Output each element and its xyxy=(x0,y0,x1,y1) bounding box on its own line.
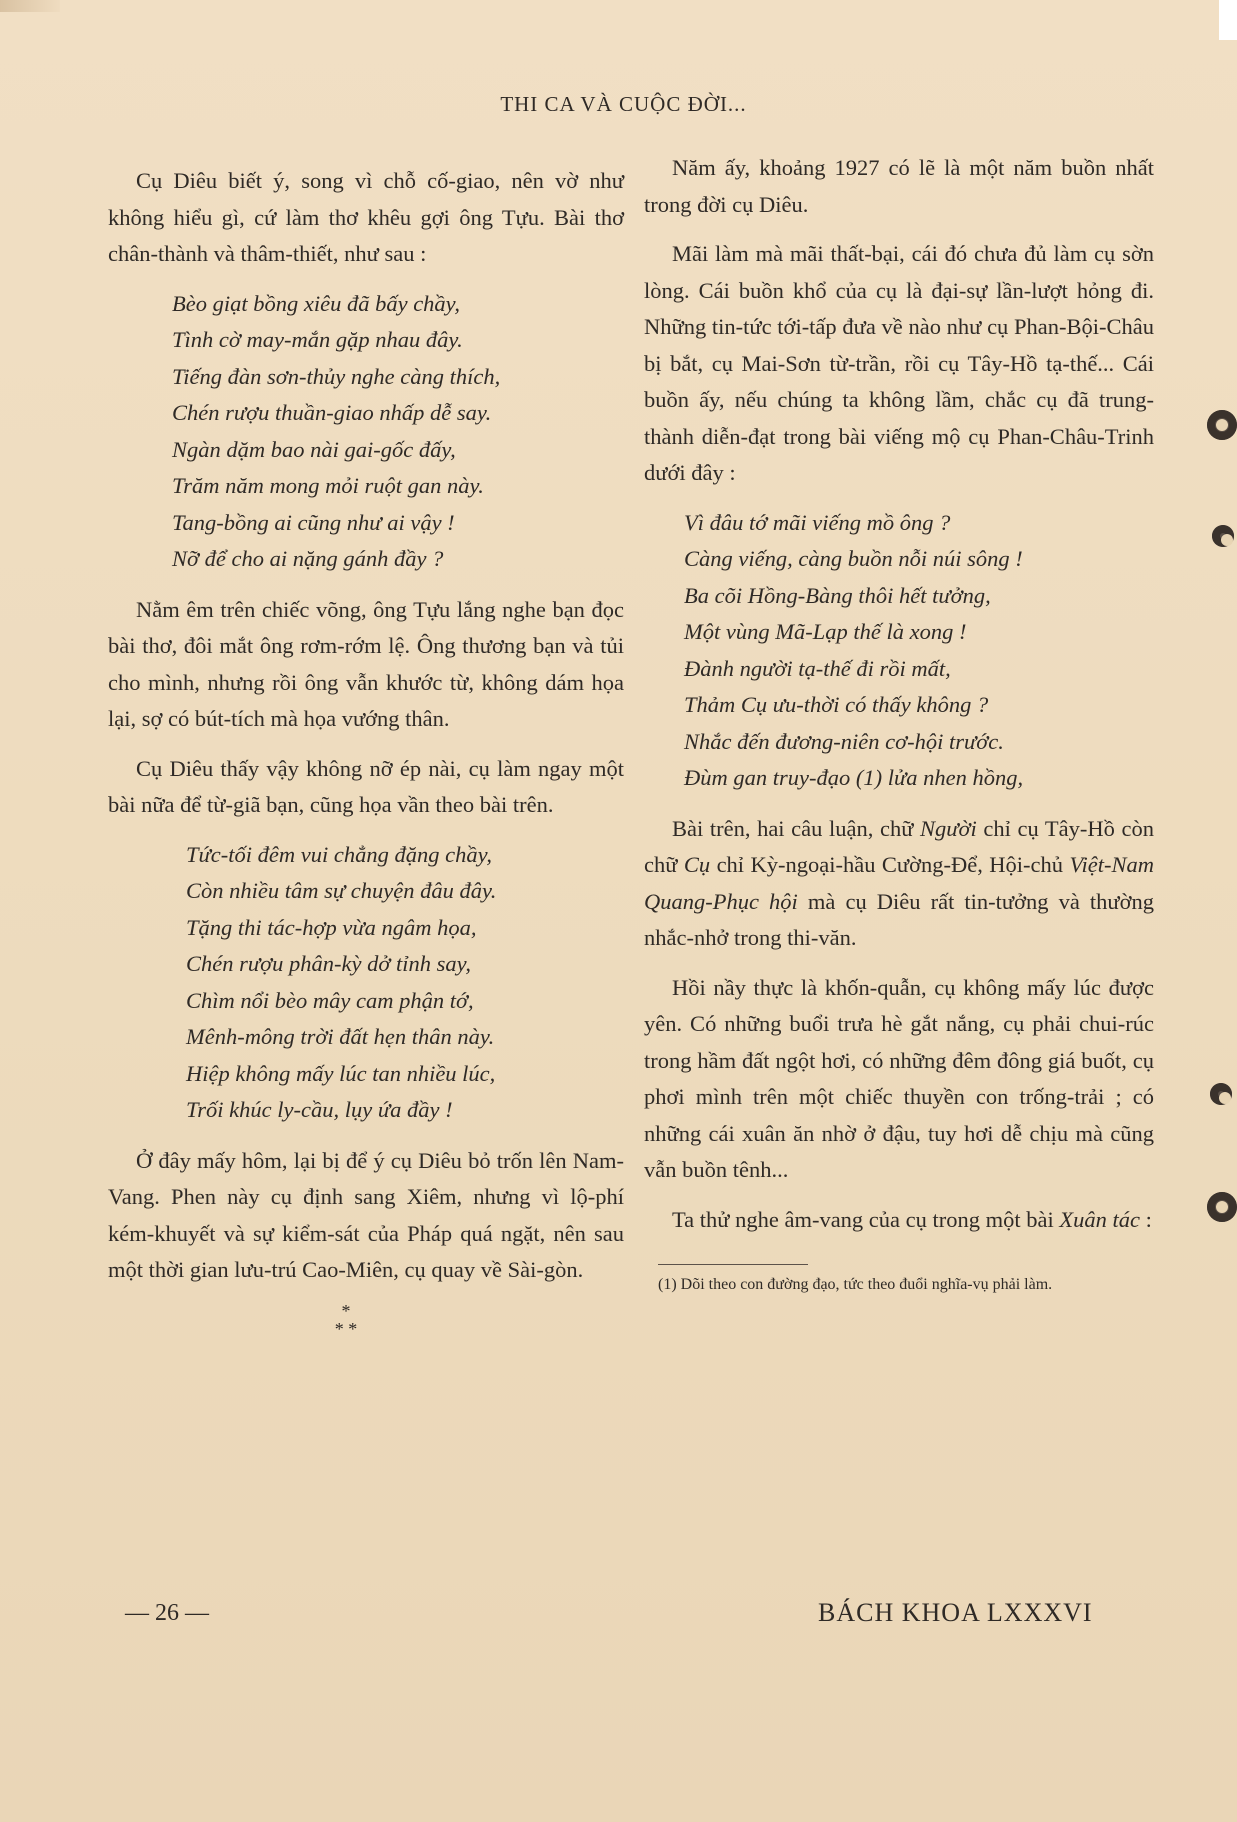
poem-1-line: Trăm năm mong mỏi ruột gan này. xyxy=(172,473,484,498)
right-paragraph-5 xyxy=(644,1202,1154,1239)
emphasis-nguoi: Người xyxy=(920,815,977,841)
page-number: — 26 — xyxy=(125,1600,209,1626)
text-run: chỉ cụ Tây-Hồ còn chữ xyxy=(644,815,1154,877)
poem-1 xyxy=(108,286,624,578)
poem-2-line: Chén rượu phân-kỳ dở tỉnh say, xyxy=(186,951,472,976)
poem-2 xyxy=(108,837,624,1129)
page-corner-torn xyxy=(1219,0,1237,40)
text-run: Ta thử nghe âm-vang của cụ trong một bài xyxy=(672,1206,1060,1232)
poem-2-line: Trối khúc ly-cầu, lụy ứa đầy ! xyxy=(186,1097,453,1122)
text-run: mà cụ Diêu rất tin-tưởng và thường nhắc-nhở trong thi-văn. xyxy=(644,888,1154,950)
poem-3 xyxy=(644,505,1154,797)
emphasis-org-name: Việt-Nam Quang-Phục hội xyxy=(644,852,1154,914)
poem-2-line: Còn nhiều tâm sự chuyện đâu đây. xyxy=(186,878,497,903)
separator-stars-bottom: * * xyxy=(334,1318,358,1339)
page-corner-shadow xyxy=(0,0,60,12)
text-run: chỉ Kỳ-ngoại-hầu Cường-Để, Hội-chủ xyxy=(710,852,1070,877)
emphasis-poem-title: Xuân tác xyxy=(1059,1206,1140,1232)
poem-1-line: Bèo giạt bồng xiêu đã bấy chầy, xyxy=(172,290,461,316)
poem-1-line: Chén rượu thuần-giao nhấp dễ say. xyxy=(172,400,492,425)
emphasis-cu: Cụ xyxy=(683,852,711,877)
binding-ring-icon xyxy=(1207,1192,1237,1222)
binding-ring-icon xyxy=(1212,525,1234,547)
right-paragraph-2: Mãi làm mà mãi thất-bại, cái đó chưa đủ làm cụ sờn lòng. Cái buồn khổ của cụ là đại-sự lần-lượt hỏng đi. Những tin-tức tới-tấp đưa về nào như cụ Phan-Bội-Châu bị bắt, cụ Mai-Sơn từ-trần, rồi cụ Tây-Hồ tạ-thế... Cái buồn ấy, nếu chúng ta không lầm, chắc cụ đã trung-thành diễn-đạt trong bài viếng mộ cụ Phan-Châu-Trinh dưới đây : xyxy=(644,241,1154,485)
poem-1-line: Ngàn dặm bao nài gai-gốc đấy, xyxy=(172,436,456,462)
running-title: THI CA VÀ CUỘC ĐỜI... xyxy=(500,92,747,116)
poem-2-line: Tức-tối đêm vui chẳng đặng chầy, xyxy=(186,841,492,867)
poem-3-line: Ba cõi Hồng-Bàng thôi hết tưởng, xyxy=(684,582,991,608)
poem-3-line: Đành người tạ-thế đi rồi mất, xyxy=(684,655,951,681)
footnote: (1) Dõi theo con đường đạo, tức theo đuổi nghĩa-vụ phải làm. xyxy=(658,1276,1053,1293)
separator-star-top: * xyxy=(341,1300,351,1321)
text-run: Bài trên, hai câu luận, chữ xyxy=(672,815,920,841)
right-paragraph-4: Hồi nầy thực là khốn-quẫn, cụ không mấy lúc được yên. Có những buổi trưa hè gắt nắng, cụ phải chui-rúc trong hầm đất ngột hơi, có những đêm đông giá buốt, cụ phơi mình trên một chiếc thuyền con trống-trải ; có những cái xuân ăn nhờ ở đậu, tuy hơi dễ chịu mà cũng vẫn buồn tênh... xyxy=(644,974,1154,1182)
section-separator xyxy=(108,1302,624,1338)
left-paragraph-2: Nằm êm trên chiếc võng, ông Tựu lắng nghe bạn đọc bài thơ, đôi mắt ông rơm-rớm lệ. Ông thương bạn và tủi cho mình, nhưng rồi ông vẫn khước từ, không dám họa lại, sợ có bút-tích mà họa vướng thân. xyxy=(108,596,624,731)
poem-3-line: Vì đâu tớ mãi viếng mồ ông ? xyxy=(684,509,951,535)
left-paragraph-1: Cụ Diêu biết ý, song vì chỗ cố-giao, nên vờ như không hiểu gì, cứ làm thơ khêu gợi ông Tựu. Bài thơ chân-thành và thâm-thiết, như sau : xyxy=(108,168,624,266)
poem-1-line: Tang-bồng ai cũng như ai vậy ! xyxy=(172,509,455,535)
binding-ring-icon xyxy=(1207,410,1237,440)
poem-3-line: Thảm Cụ ưu-thời có thấy không ? xyxy=(684,692,989,717)
right-paragraph-1: Năm ấy, khoảng 1927 có lẽ là một năm buồn nhất trong đời cụ Diêu. xyxy=(644,155,1154,217)
binding-ring-icon xyxy=(1210,1083,1232,1105)
poem-3-line: Một vùng Mã-Lạp thế là xong ! xyxy=(684,619,967,644)
poem-1-line: Tình cờ may-mắn gặp nhau đây. xyxy=(172,327,463,352)
text-run: : xyxy=(1140,1206,1152,1232)
footnote-rule xyxy=(658,1264,808,1265)
poem-3-line: Đùm gan truy-đạo (1) lửa nhen hồng, xyxy=(684,765,1024,790)
left-paragraph-3: Cụ Diêu thấy vậy không nỡ ép nài, cụ làm ngay một bài nữa để từ-giã bạn, cũng họa vần theo bài trên. xyxy=(108,755,624,817)
poem-2-line: Chìm nổi bèo mây cam phận tớ, xyxy=(186,987,474,1013)
right-column xyxy=(644,150,1154,1299)
poem-1-line: Nỡ để cho ai nặng gánh đầy ? xyxy=(172,546,444,571)
poem-1-line: Tiếng đàn sơn-thủy nghe càng thích, xyxy=(172,363,501,389)
poem-3-line: Càng viếng, càng buồn nỗi núi sông ! xyxy=(684,546,1023,571)
poem-3-line: Nhắc đến đương-niên cơ-hội trước. xyxy=(684,728,1004,754)
magazine-issue: BÁCH KHOA LXXXVI xyxy=(818,1598,1093,1627)
poem-2-line: Tặng thi tác-hợp vừa ngâm họa, xyxy=(186,914,477,940)
left-paragraph-4: Ở đây mấy hôm, lại bị để ý cụ Diêu bỏ trốn lên Nam-Vang. Phen này cụ định sang Xiêm, nhưng vì lộ-phí kém-khuyết và sự kiểm-sát của Pháp quá ngặt, nên sau một thời gian lưu-trú Cao-Miên, cụ quay về Sài-gòn. xyxy=(108,1147,624,1282)
poem-2-line: Mênh-mông trời đất hẹn thân này. xyxy=(186,1024,495,1049)
right-paragraph-3 xyxy=(644,811,1154,957)
left-column xyxy=(108,163,624,1338)
poem-2-line: Hiệp không mấy lúc tan nhiều lúc, xyxy=(186,1060,496,1086)
